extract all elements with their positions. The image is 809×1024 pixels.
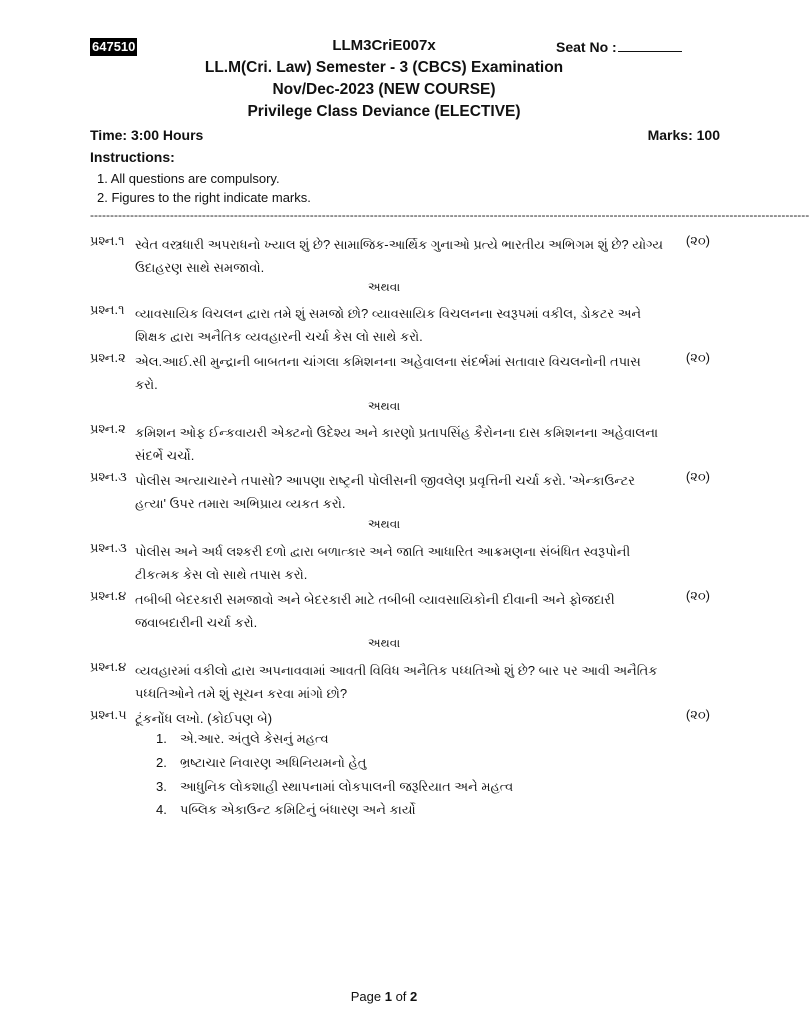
exam-session: Nov/Dec-2023 (NEW COURSE) bbox=[272, 81, 496, 98]
paper-code: LLM3CriE007x bbox=[332, 37, 436, 54]
seat-label: Seat No : bbox=[556, 39, 617, 55]
question-text: વ્યાવસાયિક વિચલન દ્વારા તમે શું સમજો છો? વ્યાવસાયિક વિચલનના સ્વરૂપમાં વકીલ, ડોકટર અને શિક્ષક દ્વારા અનૈતિક વ્યવહારની ચર્ચા કેસ લો સાથે કરો. bbox=[135, 306, 642, 344]
instructions-title: Instructions: bbox=[90, 149, 175, 165]
question-label: પ્રશ્ન.૫ bbox=[90, 707, 127, 722]
time-allowed: Time: 3:00 Hours bbox=[90, 127, 204, 143]
question-text: તબીબી બેદરકારી સમજાવો અને બેદરકારી માટે તબીબી વ્યાવસાયિકોની દીવાની અને ફોજદારી જવાબદારીની ચર્ચા કરો. bbox=[135, 592, 615, 630]
question-label: પ્રશ્ન.૪ bbox=[90, 588, 127, 603]
seat-number bbox=[556, 38, 682, 55]
question-marks: (૨૦) bbox=[685, 233, 710, 248]
question-label: પ્રશ્ન.૩ bbox=[90, 540, 127, 555]
or-separator: અથવા bbox=[367, 399, 401, 413]
question-label: પ્રશ્ન.૩ bbox=[90, 469, 127, 484]
seat-blank-line bbox=[618, 38, 682, 52]
question-label: પ્રશ્ન.૪ bbox=[90, 659, 127, 674]
short-note-item bbox=[156, 779, 513, 795]
short-note-item bbox=[156, 755, 366, 771]
question-label: પ્રશ્ન.૧ bbox=[90, 302, 125, 317]
short-note-text: પબ્લિક એકાઉન્ટ કમિટિનું બંધારણ અને કાર્યો bbox=[180, 802, 416, 817]
paper-code-badge: 647510 bbox=[92, 39, 136, 54]
short-note-number: 1. bbox=[156, 731, 167, 746]
dashed-divider: ------------------------------------------------------------------------------------------------------------------------------------------------------------------------------------ bbox=[90, 208, 809, 222]
or-separator: અથવા bbox=[367, 636, 401, 650]
page-footer bbox=[0, 989, 768, 1004]
subject-title: Privilege Class Deviance (ELECTIVE) bbox=[247, 103, 521, 120]
question-text: સ્વેત વસ્ત્રધારી અપરાધનો ખ્યાલ શું છે? સામાજિક-આર્થિક ગુનાઓ પ્રત્યે ભારતીય અભિગમ શું છે? યોગ્ય ઉદાહરણ સાથે સમજાવો. bbox=[135, 237, 664, 275]
short-note-number: 4. bbox=[156, 802, 167, 817]
page-current: 1 bbox=[384, 989, 392, 1004]
question-text: વ્યવહારમાં વકીલો દ્વારા અપનાવવામાં આવતી વિવિધ અનૈતિક પધ્ધતિઓ શું છે? બાર પર આવી અનૈતિક પધ્ધતિઓને તમે શું સૂચન કરવા માંગો છો? bbox=[135, 663, 658, 701]
page-word: Page bbox=[350, 989, 382, 1004]
question-text: એલ.આઈ.સી મુન્દ્રાની બાબતના ચાંગલા કમિશનના અહેવાલના સંદર્ભમાં સતાવાર વિચલનોની તપાસ કરો. bbox=[135, 354, 641, 392]
exam-title: LL.M(Cri. Law) Semester - 3 (CBCS) Examination bbox=[204, 59, 564, 76]
total-marks: Marks: 100 bbox=[647, 127, 720, 143]
question-marks: (૨૦) bbox=[685, 707, 710, 722]
question-label: પ્રશ્ન.૧ bbox=[90, 233, 125, 248]
short-note-text: એ.આર. અંતુલે કેસનું મહત્વ bbox=[180, 731, 329, 746]
short-note-item bbox=[156, 731, 329, 747]
instruction-item: 2. Figures to the right indicate marks. bbox=[97, 190, 311, 205]
question-text: ટૂંકનોંધ લખો. (કોઈપણ બે) bbox=[135, 711, 273, 726]
question-marks: (૨૦) bbox=[685, 469, 710, 484]
question-marks: (૨૦) bbox=[685, 350, 710, 365]
or-separator: અથવા bbox=[367, 517, 401, 531]
question-text: પોલીસ અત્યાચારને તપાસો? આપણા રાષ્ટ્રની પોલીસની જીવલેણ પ્રવૃત્તિની ચર્ચા કરો. 'એન્કાઉન્ટર હત્યા' ઉપર તમારા અભિપ્રાય વ્યકત કરો. bbox=[135, 473, 635, 511]
of-word: of bbox=[395, 989, 407, 1004]
page-total: 2 bbox=[410, 989, 418, 1004]
short-note-number: 2. bbox=[156, 755, 167, 770]
or-separator: અથવા bbox=[367, 280, 401, 294]
question-text: પોલીસ અને અર્ધ લશ્કરી દળો દ્વારા બળાત્કાર અને જાતિ આધારિત આક્રમણના સંબંધિત સ્વરૂપોની ટીકત્મક કેસ લો સાથે તપાસ કરો. bbox=[135, 544, 631, 582]
question-marks: (૨૦) bbox=[685, 588, 710, 603]
question-label: પ્રશ્ન.૨ bbox=[90, 350, 126, 365]
question-label: પ્રશ્ન.૨ bbox=[90, 421, 126, 436]
short-note-text: આધુનિક લોકશાહી સ્થાપનામાં લોકપાલની જરૂરિયાત અને મહત્વ bbox=[180, 779, 514, 794]
question-text: કમિશન ઓફ ઈન્કવાયરી એક્ટનો ઉદેશ્ય અને કારણો પ્રતાપસિંહ કૈરોનના દાસ કમિશનના અહેવાલના સંદર્ભે ચર્ચો. bbox=[135, 425, 659, 463]
short-note-number: 3. bbox=[156, 779, 167, 794]
instruction-item: 1. All questions are compulsory. bbox=[97, 171, 280, 186]
short-note-text: ભ્રષ્ટાચાર નિવારણ અધિનિયમનો હેતુ bbox=[180, 755, 367, 770]
short-note-item bbox=[156, 802, 416, 818]
